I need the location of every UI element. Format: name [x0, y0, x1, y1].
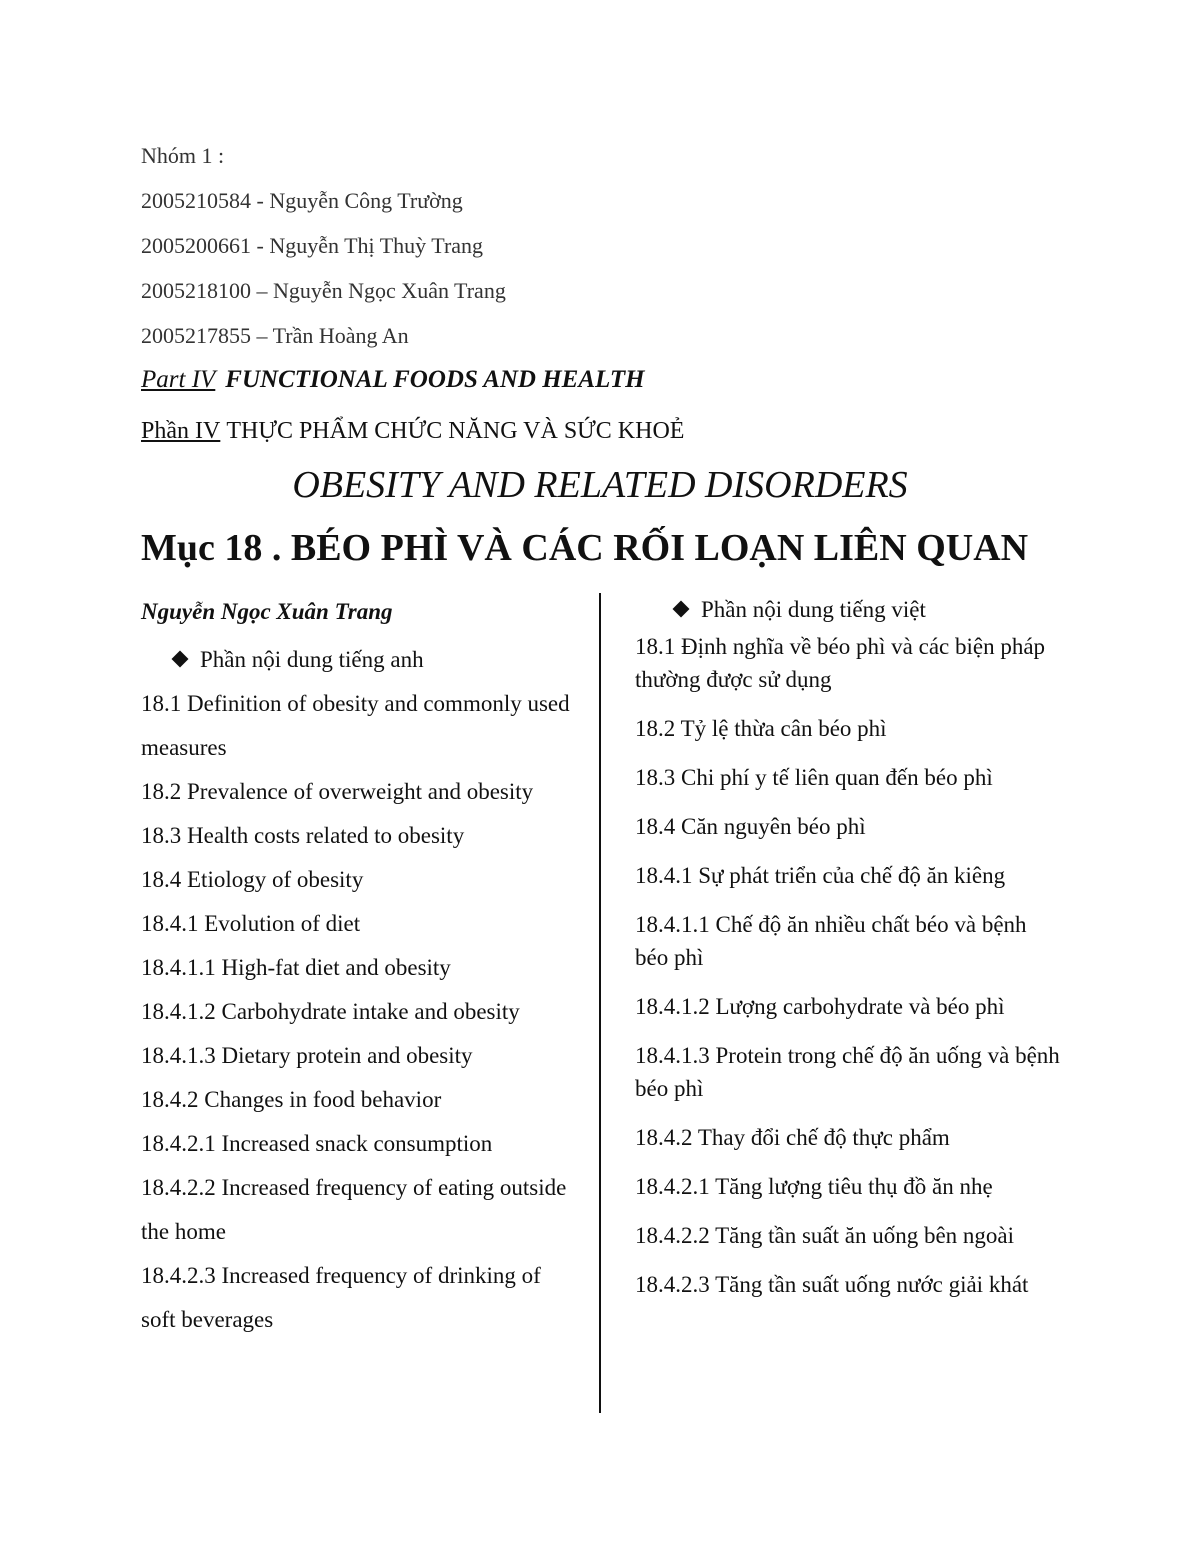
toc-item: 18.4.2.1 Tăng lượng tiêu thụ đồ ăn nhẹ	[635, 1174, 993, 1199]
group-member: 2005200661 - Nguyễn Thị Thuỳ Trang	[141, 233, 484, 258]
toc-item: 18.1 Định nghĩa về béo phì và các biện pháp thường được sử dụng	[635, 634, 1046, 692]
column-divider	[599, 593, 601, 1413]
group-member: 2005217855 – Trần Hoàng An	[141, 323, 409, 348]
part-heading-vietnamese	[141, 418, 684, 445]
toc-item: 18.4.2.1 Increased snack consumption	[141, 1131, 493, 1156]
toc-item: 18.4.2.2 Increased frequency of eating outside the home	[141, 1175, 567, 1244]
toc-item: 18.4.2.2 Tăng tần suất ăn uống bên ngoài	[635, 1223, 1015, 1248]
chapter-title-vietnamese: Mục 18 . BÉO PHÌ VÀ CÁC RỐI LOẠN LIÊN QUAN	[141, 527, 1029, 569]
toc-item: 18.4.1 Evolution of diet	[141, 911, 361, 936]
vietnamese-subheading	[635, 590, 1065, 630]
toc-item: 18.3 Chi phí y tế liên quan đến béo phì	[635, 765, 993, 790]
english-column	[141, 590, 581, 1342]
vietnamese-subheading-label: Phần nội dung tiếng việt	[701, 597, 926, 622]
toc-item: 18.4.1.1 High-fat diet and obesity	[141, 955, 451, 980]
diamond-bullet-icon	[172, 651, 189, 668]
part-title-vietnamese: THỰC PHẨM CHỨC NĂNG VÀ SỨC KHOẺ	[226, 418, 685, 444]
vietnamese-column	[635, 590, 1065, 1317]
toc-item: 18.4.2.3 Tăng tần suất uống nước giải khát	[635, 1272, 1029, 1297]
group-title: Nhóm 1 :	[141, 143, 225, 168]
group-member: 2005218100 – Nguyễn Ngọc Xuân Trang	[141, 278, 506, 303]
toc-item: 18.4.1.2 Carbohydrate intake and obesity	[141, 999, 520, 1024]
toc-item: 18.4.2 Changes in food behavior	[141, 1087, 442, 1112]
part-label-vietnamese: Phần IV	[141, 418, 221, 444]
english-subheading	[141, 638, 581, 682]
toc-item: 18.2 Prevalence of overweight and obesity	[141, 779, 534, 804]
toc-item: 18.4.1.1 Chế độ ăn nhiều chất béo và bệnh béo phì	[635, 912, 1027, 970]
chapter-title-english: OBESITY AND RELATED DISORDERS	[292, 464, 908, 506]
part-heading-english	[141, 366, 645, 394]
group-member: 2005210584 - Nguyễn Công Trường	[141, 188, 463, 213]
english-subheading-label: Phần nội dung tiếng anh	[200, 647, 424, 672]
toc-item: 18.4 Căn nguyên béo phì	[635, 814, 866, 839]
author-name: Nguyễn Ngọc Xuân Trang	[141, 599, 393, 624]
toc-item: 18.2 Tỷ lệ thừa cân béo phì	[635, 716, 887, 741]
toc-item: 18.4.1 Sự phát triển của chế độ ăn kiêng	[635, 863, 1006, 888]
toc-item: 18.4.1.3 Protein trong chế độ ăn uống và bệnh béo phì	[635, 1043, 1060, 1101]
toc-item: 18.3 Health costs related to obesity	[141, 823, 465, 848]
toc-item: 18.4.1.3 Dietary protein and obesity	[141, 1043, 473, 1068]
toc-item: 18.4.2 Thay đổi chế độ thực phẩm	[635, 1125, 950, 1150]
part-title-english: FUNCTIONAL FOODS AND HEALTH	[225, 366, 645, 393]
toc-item: 18.4.2.3 Increased frequency of drinking of soft beverages	[141, 1263, 541, 1332]
toc-item: 18.4 Etiology of obesity	[141, 867, 364, 892]
toc-item: 18.4.1.2 Lượng carbohydrate và béo phì	[635, 994, 1005, 1019]
part-label-english: Part IV	[141, 366, 216, 393]
diamond-bullet-icon	[673, 601, 690, 618]
group-info	[141, 140, 506, 365]
toc-item: 18.1 Definition of obesity and commonly used measures	[141, 691, 570, 760]
